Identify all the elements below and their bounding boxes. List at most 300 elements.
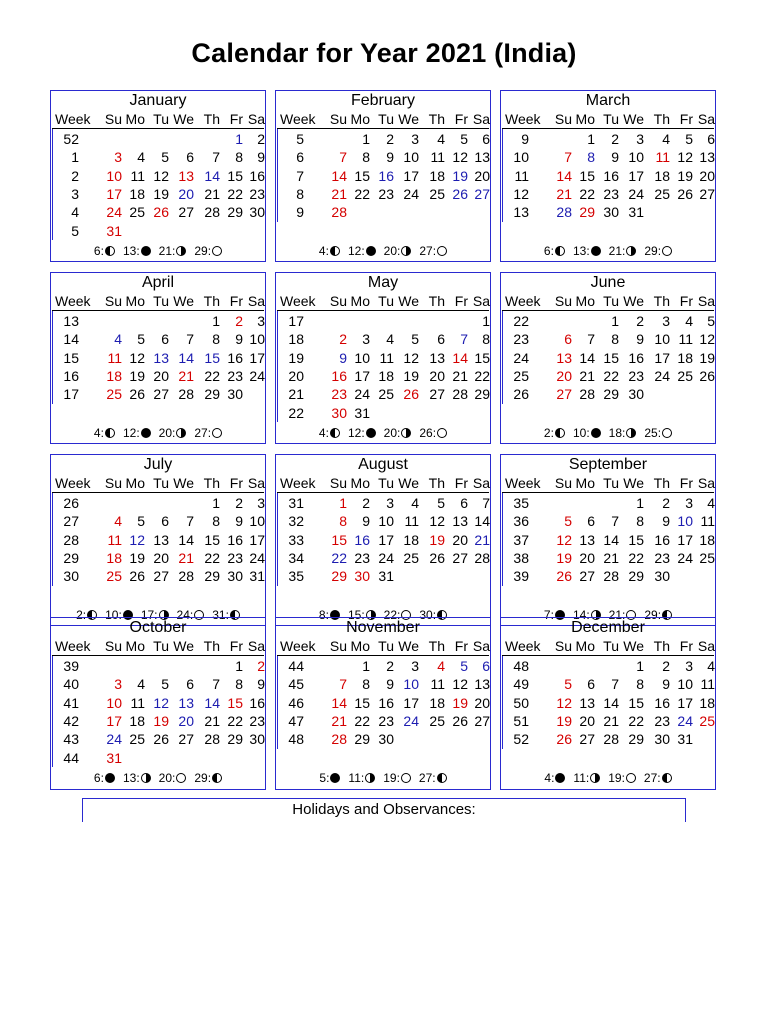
day-cell[interactable]: 19 [556,712,572,729]
day-cell[interactable]: 10 [249,513,265,530]
day-cell[interactable]: 30 [654,568,670,585]
day-cell[interactable]: 28 [556,204,572,221]
day-cell[interactable]: 11 [130,167,145,184]
day-cell[interactable]: 4 [137,149,145,166]
day-cell[interactable]: 7 [611,676,619,693]
day-cell[interactable]: 7 [611,513,619,530]
day-cell[interactable]: 12 [153,694,169,711]
day-cell[interactable]: 23 [249,185,265,202]
day-cell[interactable]: 9 [235,513,243,530]
day-cell[interactable]: 10 [378,513,394,530]
day-cell[interactable]: 21 [603,712,619,729]
day-cell[interactable]: 11 [430,676,445,693]
day-cell[interactable]: 20 [178,712,194,729]
day-cell[interactable]: 5 [137,513,145,530]
day-cell[interactable]: 3 [386,495,394,511]
day-cell[interactable]: 20 [153,549,169,566]
day-cell[interactable]: 25 [429,185,445,202]
day-cell[interactable]: 6 [161,331,169,348]
day-cell[interactable]: 16 [227,531,243,548]
day-cell[interactable]: 2 [257,658,265,674]
day-cell[interactable]: 18 [677,349,693,366]
day-cell[interactable]: 8 [611,331,619,348]
day-cell[interactable]: 18 [106,549,122,566]
day-cell[interactable]: 14 [603,694,619,711]
day-cell[interactable]: 5 [460,658,468,674]
day-cell[interactable]: 28 [331,731,347,748]
day-cell[interactable]: 11 [379,349,394,366]
day-cell[interactable]: 21 [331,712,347,729]
day-cell[interactable]: 25 [677,367,693,384]
day-cell[interactable]: 16 [331,367,347,384]
day-cell[interactable]: 21 [204,185,220,202]
day-cell[interactable]: 24 [628,185,644,202]
day-cell[interactable]: 15 [227,167,243,184]
day-cell[interactable]: 27 [153,568,169,585]
day-cell[interactable]: 12 [556,531,572,548]
day-cell[interactable]: 1 [212,313,220,329]
day-cell[interactable]: 2 [257,131,265,147]
day-cell[interactable]: 14 [178,531,194,548]
day-cell[interactable]: 17 [677,694,693,711]
day-cell[interactable]: 2 [235,495,243,511]
day-cell[interactable]: 3 [636,131,644,147]
day-cell[interactable]: 12 [452,676,468,693]
day-cell[interactable]: 14 [204,694,220,711]
day-cell[interactable]: 15 [354,167,370,184]
day-cell[interactable]: 19 [699,349,715,366]
day-cell[interactable]: 15 [204,531,220,548]
day-cell[interactable]: 26 [556,731,572,748]
day-cell[interactable]: 29 [579,204,595,221]
day-cell[interactable]: 27 [178,731,194,748]
day-cell[interactable]: 28 [178,568,194,585]
day-cell[interactable]: 2 [235,313,243,329]
day-cell[interactable]: 22 [204,367,220,384]
day-cell[interactable]: 20 [452,531,468,548]
day-cell[interactable]: 8 [636,513,644,530]
day-cell[interactable]: 20 [579,549,595,566]
day-cell[interactable]: 9 [611,149,619,166]
day-cell[interactable]: 2 [636,313,644,329]
day-cell[interactable]: 20 [556,367,572,384]
day-cell[interactable]: 15 [331,531,347,548]
day-cell[interactable]: 14 [331,167,347,184]
day-cell[interactable]: 29 [354,731,370,748]
day-cell[interactable]: 18 [654,167,670,184]
day-cell[interactable]: 8 [212,513,220,530]
day-cell[interactable]: 4 [707,495,715,511]
day-cell[interactable]: 25 [106,568,122,585]
day-cell[interactable]: 10 [654,331,670,348]
day-cell[interactable]: 14 [556,167,572,184]
day-cell[interactable]: 4 [437,658,445,674]
day-cell[interactable]: 16 [654,694,670,711]
day-cell[interactable]: 10 [106,694,122,711]
day-cell[interactable]: 9 [386,149,394,166]
day-cell[interactable]: 26 [556,568,572,585]
day-cell[interactable]: 22 [603,367,619,384]
day-cell[interactable]: 13 [452,513,468,530]
day-cell[interactable]: 23 [378,185,394,202]
day-cell[interactable]: 16 [354,531,370,548]
day-cell[interactable]: 5 [137,331,145,348]
day-cell[interactable]: 28 [204,731,220,748]
day-cell[interactable]: 10 [403,676,419,693]
day-cell[interactable]: 3 [411,658,419,674]
day-cell[interactable]: 1 [362,131,370,147]
day-cell[interactable]: 19 [429,531,445,548]
day-cell[interactable]: 9 [257,149,265,166]
day-cell[interactable]: 21 [331,185,347,202]
day-cell[interactable]: 21 [204,712,220,729]
day-cell[interactable]: 7 [212,149,220,166]
day-cell[interactable]: 6 [707,131,715,147]
day-cell[interactable]: 24 [106,731,122,748]
day-cell[interactable]: 20 [579,712,595,729]
day-cell[interactable]: 3 [114,676,122,693]
day-cell[interactable]: 7 [482,495,490,511]
day-cell[interactable]: 23 [249,712,265,729]
day-cell[interactable]: 7 [186,513,194,530]
day-cell[interactable]: 29 [227,731,243,748]
day-cell[interactable]: 18 [106,367,122,384]
day-cell[interactable]: 3 [411,131,419,147]
day-cell[interactable]: 26 [452,712,468,729]
day-cell[interactable]: 14 [204,167,220,184]
day-cell[interactable]: 21 [474,531,490,548]
day-cell[interactable]: 23 [354,549,370,566]
day-cell[interactable]: 16 [378,694,394,711]
day-cell[interactable]: 16 [249,167,265,184]
day-cell[interactable]: 18 [403,531,419,548]
day-cell[interactable]: 24 [249,549,265,566]
day-cell[interactable]: 12 [699,331,715,348]
day-cell[interactable]: 26 [452,185,468,202]
day-cell[interactable]: 26 [129,386,145,403]
day-cell[interactable]: 2 [362,495,370,511]
day-cell[interactable]: 6 [186,676,194,693]
day-cell[interactable]: 19 [556,549,572,566]
day-cell[interactable]: 11 [700,676,715,693]
day-cell[interactable]: 28 [579,386,595,403]
day-cell[interactable]: 19 [677,167,693,184]
day-cell[interactable]: 5 [564,513,572,530]
day-cell[interactable]: 28 [331,204,347,221]
day-cell[interactable]: 24 [354,386,370,403]
day-cell[interactable]: 22 [204,549,220,566]
day-cell[interactable]: 8 [636,676,644,693]
day-cell[interactable]: 31 [249,568,265,585]
day-cell[interactable]: 20 [474,167,490,184]
day-cell[interactable]: 15 [603,349,619,366]
day-cell[interactable]: 24 [654,367,670,384]
day-cell[interactable]: 19 [403,367,419,384]
day-cell[interactable]: 19 [452,167,468,184]
day-cell[interactable]: 4 [114,331,122,348]
day-cell[interactable]: 26 [403,386,419,403]
day-cell[interactable]: 8 [235,149,243,166]
day-cell[interactable]: 22 [628,712,644,729]
day-cell[interactable]: 16 [628,349,644,366]
day-cell[interactable]: 23 [654,712,670,729]
day-cell[interactable]: 18 [378,367,394,384]
day-cell[interactable]: 8 [362,149,370,166]
day-cell[interactable]: 28 [603,568,619,585]
day-cell[interactable]: 2 [386,131,394,147]
day-cell[interactable]: 28 [474,549,490,566]
day-cell[interactable]: 1 [339,495,347,511]
day-cell[interactable]: 4 [386,331,394,348]
day-cell[interactable]: 21 [603,549,619,566]
day-cell[interactable]: 24 [677,549,693,566]
day-cell[interactable]: 1 [636,658,644,674]
day-cell[interactable]: 4 [114,513,122,530]
day-cell[interactable]: 27 [579,731,595,748]
day-cell[interactable]: 20 [429,367,445,384]
day-cell[interactable]: 30 [227,568,243,585]
day-cell[interactable]: 11 [678,331,693,348]
day-cell[interactable]: 22 [579,185,595,202]
day-cell[interactable]: 7 [339,676,347,693]
day-cell[interactable]: 6 [460,495,468,511]
day-cell[interactable]: 30 [227,386,243,403]
day-cell[interactable]: 10 [403,149,419,166]
day-cell[interactable]: 25 [106,386,122,403]
day-cell[interactable]: 20 [699,167,715,184]
day-cell[interactable]: 25 [378,386,394,403]
day-cell[interactable]: 3 [257,313,265,329]
day-cell[interactable]: 16 [654,531,670,548]
day-cell[interactable]: 11 [404,513,419,530]
day-cell[interactable]: 31 [106,222,122,239]
day-cell[interactable]: 22 [354,185,370,202]
day-cell[interactable]: 8 [235,676,243,693]
day-cell[interactable]: 29 [603,386,619,403]
day-cell[interactable]: 13 [178,694,194,711]
day-cell[interactable]: 2 [386,658,394,674]
day-cell[interactable]: 3 [662,313,670,329]
day-cell[interactable]: 15 [628,694,644,711]
day-cell[interactable]: 6 [482,658,490,674]
day-cell[interactable]: 9 [257,676,265,693]
day-cell[interactable]: 5 [161,149,169,166]
day-cell[interactable]: 6 [564,331,572,348]
day-cell[interactable]: 4 [685,313,693,329]
day-cell[interactable]: 10 [677,676,693,693]
day-cell[interactable]: 22 [331,549,347,566]
day-cell[interactable]: 20 [153,367,169,384]
day-cell[interactable]: 26 [699,367,715,384]
day-cell[interactable]: 12 [452,149,468,166]
day-cell[interactable]: 5 [707,313,715,329]
day-cell[interactable]: 30 [331,404,347,421]
day-cell[interactable]: 17 [677,531,693,548]
day-cell[interactable]: 23 [654,549,670,566]
day-cell[interactable]: 14 [452,349,468,366]
day-cell[interactable]: 23 [628,367,644,384]
day-cell[interactable]: 2 [339,331,347,348]
day-cell[interactable]: 15 [204,349,220,366]
day-cell[interactable]: 7 [212,676,220,693]
day-cell[interactable]: 27 [579,568,595,585]
day-cell[interactable]: 30 [249,204,265,221]
day-cell[interactable]: 9 [662,513,670,530]
day-cell[interactable]: 2 [662,658,670,674]
day-cell[interactable]: 27 [556,386,572,403]
day-cell[interactable]: 5 [564,676,572,693]
day-cell[interactable]: 24 [403,712,419,729]
day-cell[interactable]: 9 [235,331,243,348]
day-cell[interactable]: 3 [114,149,122,166]
day-cell[interactable]: 31 [677,731,693,748]
day-cell[interactable]: 29 [204,568,220,585]
day-cell[interactable]: 17 [106,712,122,729]
day-cell[interactable]: 13 [556,349,572,366]
day-cell[interactable]: 17 [654,349,670,366]
day-cell[interactable]: 17 [249,349,265,366]
day-cell[interactable]: 5 [685,131,693,147]
day-cell[interactable]: 6 [482,131,490,147]
day-cell[interactable]: 4 [707,658,715,674]
day-cell[interactable]: 14 [331,694,347,711]
day-cell[interactable]: 6 [186,149,194,166]
day-cell[interactable]: 14 [603,531,619,548]
day-cell[interactable]: 19 [129,367,145,384]
day-cell[interactable]: 17 [354,367,370,384]
day-cell[interactable]: 30 [249,731,265,748]
day-cell[interactable]: 24 [677,712,693,729]
day-cell[interactable]: 5 [161,676,169,693]
day-cell[interactable]: 7 [564,149,572,166]
day-cell[interactable]: 7 [460,331,468,348]
day-cell[interactable]: 27 [474,712,490,729]
day-cell[interactable]: 12 [129,349,145,366]
day-cell[interactable]: 13 [153,531,169,548]
day-cell[interactable]: 5 [437,495,445,511]
day-cell[interactable]: 12 [129,531,145,548]
day-cell[interactable]: 18 [129,712,145,729]
day-cell[interactable]: 8 [482,331,490,348]
day-cell[interactable]: 19 [452,694,468,711]
day-cell[interactable]: 27 [452,549,468,566]
day-cell[interactable]: 22 [474,367,490,384]
day-cell[interactable]: 28 [603,731,619,748]
day-cell[interactable]: 12 [429,513,445,530]
day-cell[interactable]: 13 [474,676,490,693]
day-cell[interactable]: 3 [362,331,370,348]
day-cell[interactable]: 15 [227,694,243,711]
day-cell[interactable]: 14 [474,513,490,530]
day-cell[interactable]: 27 [699,185,715,202]
day-cell[interactable]: 30 [378,731,394,748]
day-cell[interactable]: 25 [699,549,715,566]
day-cell[interactable]: 26 [677,185,693,202]
day-cell[interactable]: 1 [611,313,619,329]
day-cell[interactable]: 21 [452,367,468,384]
day-cell[interactable]: 25 [129,731,145,748]
day-cell[interactable]: 17 [403,694,419,711]
day-cell[interactable]: 9 [636,331,644,348]
day-cell[interactable]: 25 [403,549,419,566]
day-cell[interactable]: 6 [437,331,445,348]
day-cell[interactable]: 31 [106,749,122,766]
day-cell[interactable]: 10 [677,513,693,530]
day-cell[interactable]: 9 [662,676,670,693]
day-cell[interactable]: 21 [178,549,194,566]
day-cell[interactable]: 30 [628,386,644,403]
day-cell[interactable]: 11 [655,149,670,166]
day-cell[interactable]: 19 [153,185,169,202]
day-cell[interactable]: 23 [331,386,347,403]
day-cell[interactable]: 18 [129,185,145,202]
day-cell[interactable]: 29 [227,204,243,221]
day-cell[interactable]: 1 [212,495,220,511]
day-cell[interactable]: 29 [474,386,490,403]
day-cell[interactable]: 16 [249,694,265,711]
day-cell[interactable]: 10 [628,149,644,166]
day-cell[interactable]: 25 [699,712,715,729]
day-cell[interactable]: 3 [685,495,693,511]
day-cell[interactable]: 6 [587,513,595,530]
day-cell[interactable]: 8 [587,149,595,166]
day-cell[interactable]: 16 [227,349,243,366]
day-cell[interactable]: 15 [474,349,490,366]
day-cell[interactable]: 28 [178,386,194,403]
day-cell[interactable]: 9 [362,513,370,530]
day-cell[interactable]: 23 [603,185,619,202]
day-cell[interactable]: 8 [339,513,347,530]
day-cell[interactable]: 13 [579,531,595,548]
day-cell[interactable]: 9 [339,349,347,366]
day-cell[interactable]: 15 [579,167,595,184]
day-cell[interactable]: 2 [611,131,619,147]
day-cell[interactable]: 15 [354,694,370,711]
day-cell[interactable]: 3 [257,495,265,511]
day-cell[interactable]: 12 [403,349,419,366]
day-cell[interactable]: 8 [212,331,220,348]
day-cell[interactable]: 15 [628,531,644,548]
day-cell[interactable]: 24 [403,185,419,202]
day-cell[interactable]: 19 [153,712,169,729]
day-cell[interactable]: 27 [178,204,194,221]
day-cell[interactable]: 13 [178,167,194,184]
day-cell[interactable]: 18 [429,694,445,711]
day-cell[interactable]: 11 [130,694,145,711]
day-cell[interactable]: 17 [249,531,265,548]
day-cell[interactable]: 9 [386,676,394,693]
day-cell[interactable]: 11 [430,149,445,166]
day-cell[interactable]: 26 [129,568,145,585]
day-cell[interactable]: 11 [107,531,122,548]
day-cell[interactable]: 29 [331,568,347,585]
day-cell[interactable]: 17 [403,167,419,184]
day-cell[interactable]: 23 [227,367,243,384]
day-cell[interactable]: 3 [685,658,693,674]
day-cell[interactable]: 31 [628,204,644,221]
day-cell[interactable]: 24 [106,204,122,221]
day-cell[interactable]: 20 [178,185,194,202]
day-cell[interactable]: 22 [628,549,644,566]
day-cell[interactable]: 4 [137,676,145,693]
day-cell[interactable]: 21 [579,367,595,384]
day-cell[interactable]: 24 [249,367,265,384]
day-cell[interactable]: 6 [161,513,169,530]
day-cell[interactable]: 12 [677,149,693,166]
day-cell[interactable]: 26 [429,549,445,566]
day-cell[interactable]: 29 [628,731,644,748]
day-cell[interactable]: 7 [587,331,595,348]
